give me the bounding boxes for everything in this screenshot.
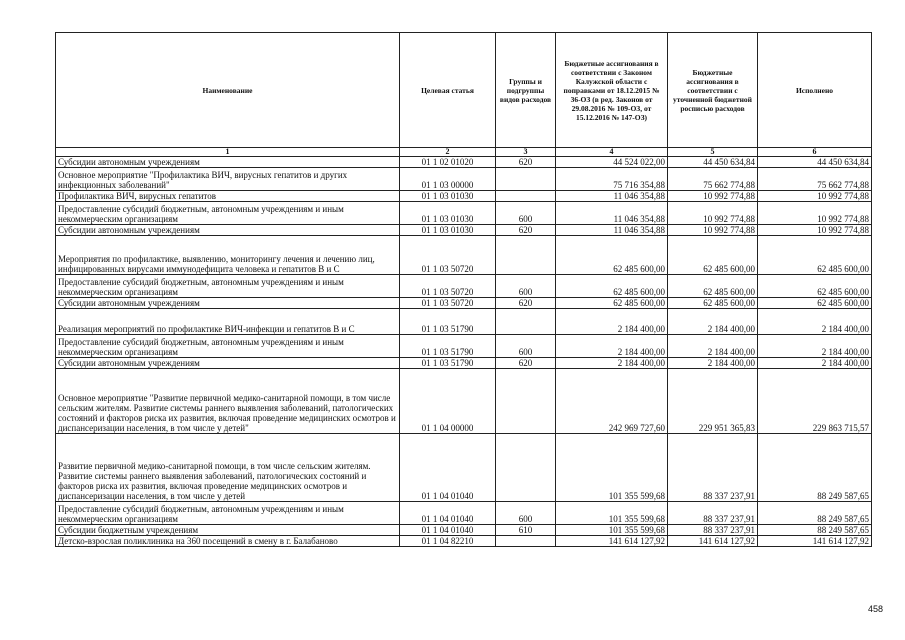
table-row: [56, 536, 872, 547]
column-number: 1: [56, 148, 400, 157]
table-row: [56, 202, 872, 225]
row-name: Субсидии бюджетным учреждениям: [56, 525, 400, 536]
row-group: 600: [496, 335, 556, 358]
row-executed-amount: 88 249 587,65: [758, 502, 872, 525]
row-executed-amount: 62 485 600,00: [758, 236, 872, 275]
row-target-code: 01 1 03 00000: [400, 168, 496, 191]
row-refined-amount: 141 614 127,92: [668, 536, 758, 547]
row-executed-amount: 2 184 400,00: [758, 309, 872, 335]
row-law-amount: 11 046 354,88: [556, 225, 668, 236]
row-target-code: 01 1 04 01040: [400, 502, 496, 525]
row-group: [496, 434, 556, 502]
row-group: 610: [496, 525, 556, 536]
row-executed-amount: 10 992 774,88: [758, 225, 872, 236]
row-name: Субсидии автономным учреждениям: [56, 157, 400, 168]
row-target-code: 01 1 03 50720: [400, 298, 496, 309]
header-row: [56, 33, 872, 148]
table-row: [56, 157, 872, 168]
row-law-amount: 2 184 400,00: [556, 358, 668, 369]
row-group: [496, 369, 556, 434]
row-executed-amount: 88 249 587,65: [758, 525, 872, 536]
table-row: [56, 335, 872, 358]
row-refined-amount: 62 485 600,00: [668, 298, 758, 309]
row-name: Предоставление субсидий бюджетным, автономным учреждениям и иным некоммерческим организациям: [56, 502, 400, 525]
column-numbers-row: [56, 148, 872, 157]
header-refined-assignments: Бюджетные ассигнования в соответствии с уточненной бюджетной росписью расходов: [668, 33, 758, 148]
row-name: Детско-взрослая поликлиника на 360 посещений в смену в г. Балабаново: [56, 536, 400, 547]
row-name: Реализация мероприятий по профилактике ВИЧ-инфекции и гепатитов В и С: [56, 309, 400, 335]
row-name: Предоставление субсидий бюджетным, автономным учреждениям и иным некоммерческим организациям: [56, 275, 400, 298]
row-target-code: 01 1 04 01040: [400, 434, 496, 502]
row-law-amount: 11 046 354,88: [556, 202, 668, 225]
row-executed-amount: 62 485 600,00: [758, 275, 872, 298]
header-law-assignments: Бюджетные ассигнования в соответствии с Законом Калужской области с поправками от 18.12.2015 № 36-ОЗ (в ред. Законов от 29.08.2016 № 109-ОЗ, от 15.12.2016 № 147-ОЗ): [556, 33, 668, 148]
row-group: 620: [496, 157, 556, 168]
row-name: Основное мероприятие "Профилактика ВИЧ, вирусных гепатитов и других инфекционных заболеваний": [56, 168, 400, 191]
row-name: Предоставление субсидий бюджетным, автономным учреждениям и иным некоммерческим организациям: [56, 202, 400, 225]
row-law-amount: 101 355 599,68: [556, 502, 668, 525]
row-executed-amount: 62 485 600,00: [758, 298, 872, 309]
row-group: 620: [496, 225, 556, 236]
table-row: [56, 225, 872, 236]
table-row: [56, 502, 872, 525]
row-target-code: 01 1 03 50720: [400, 275, 496, 298]
budget-table: [55, 32, 872, 547]
row-refined-amount: 10 992 774,88: [668, 191, 758, 202]
row-executed-amount: 141 614 127,92: [758, 536, 872, 547]
row-refined-amount: 2 184 400,00: [668, 358, 758, 369]
table-row: [56, 309, 872, 335]
table-row: [56, 275, 872, 298]
table-row: [56, 191, 872, 202]
row-refined-amount: 44 450 634,84: [668, 157, 758, 168]
row-group: [496, 536, 556, 547]
row-executed-amount: 10 992 774,88: [758, 202, 872, 225]
row-group: 620: [496, 358, 556, 369]
row-refined-amount: 10 992 774,88: [668, 202, 758, 225]
row-executed-amount: 44 450 634,84: [758, 157, 872, 168]
row-refined-amount: 2 184 400,00: [668, 309, 758, 335]
column-number: 5: [668, 148, 758, 157]
row-law-amount: 62 485 600,00: [556, 275, 668, 298]
row-target-code: 01 1 03 01030: [400, 202, 496, 225]
row-executed-amount: 229 863 715,57: [758, 369, 872, 434]
row-executed-amount: 10 992 774,88: [758, 191, 872, 202]
table-row: [56, 298, 872, 309]
header-executed: Исполнено: [758, 33, 872, 148]
row-law-amount: 101 355 599,68: [556, 434, 668, 502]
row-executed-amount: 75 662 774,88: [758, 168, 872, 191]
row-name: Основное мероприятие "Развитие первичной медико-санитарной помощи, в том числе сельским жителям. Развитие системы раннего выявления заболеваний, патологических состояний и факторов риска их развития, включая проведение медицинских осмотров и диспансеризации населения, в том числе у детей": [56, 369, 400, 434]
table-row: [56, 168, 872, 191]
row-target-code: 01 1 02 01020: [400, 157, 496, 168]
row-name: Субсидии автономным учреждениям: [56, 225, 400, 236]
table-row: [56, 434, 872, 502]
row-executed-amount: 2 184 400,00: [758, 358, 872, 369]
row-law-amount: 11 046 354,88: [556, 191, 668, 202]
table-row: [56, 369, 872, 434]
row-group: [496, 191, 556, 202]
row-target-code: 01 1 04 00000: [400, 369, 496, 434]
row-refined-amount: 62 485 600,00: [668, 275, 758, 298]
header-name: Наименование: [56, 33, 400, 148]
row-law-amount: 44 524 022,00: [556, 157, 668, 168]
row-name: Субсидии автономным учреждениям: [56, 358, 400, 369]
row-refined-amount: 88 337 237,91: [668, 434, 758, 502]
row-law-amount: 2 184 400,00: [556, 335, 668, 358]
row-refined-amount: 75 662 774,88: [668, 168, 758, 191]
row-group: 600: [496, 275, 556, 298]
row-target-code: 01 1 03 51790: [400, 358, 496, 369]
row-executed-amount: 2 184 400,00: [758, 335, 872, 358]
row-target-code: 01 1 03 01030: [400, 225, 496, 236]
column-number: 3: [496, 148, 556, 157]
row-refined-amount: 10 992 774,88: [668, 225, 758, 236]
row-law-amount: 101 355 599,68: [556, 525, 668, 536]
row-refined-amount: 88 337 237,91: [668, 502, 758, 525]
row-law-amount: 62 485 600,00: [556, 236, 668, 275]
row-target-code: 01 1 03 51790: [400, 335, 496, 358]
row-name: Предоставление субсидий бюджетным, автономным учреждениям и иным некоммерческим организациям: [56, 335, 400, 358]
row-group: 600: [496, 502, 556, 525]
column-number: 2: [400, 148, 496, 157]
row-target-code: 01 1 03 50720: [400, 236, 496, 275]
header-target: Целевая статья: [400, 33, 496, 148]
row-law-amount: 2 184 400,00: [556, 309, 668, 335]
row-law-amount: 141 614 127,92: [556, 536, 668, 547]
row-target-code: 01 1 03 01030: [400, 191, 496, 202]
row-group: [496, 168, 556, 191]
column-number: 4: [556, 148, 668, 157]
row-target-code: 01 1 03 51790: [400, 309, 496, 335]
row-law-amount: 242 969 727,60: [556, 369, 668, 434]
row-refined-amount: 229 951 365,83: [668, 369, 758, 434]
row-refined-amount: 88 337 237,91: [668, 525, 758, 536]
row-refined-amount: 2 184 400,00: [668, 335, 758, 358]
column-number: 6: [758, 148, 872, 157]
row-law-amount: 75 716 354,88: [556, 168, 668, 191]
header-groups: Группы и подгруппы видов расходов: [496, 33, 556, 148]
row-group: [496, 236, 556, 275]
row-refined-amount: 62 485 600,00: [668, 236, 758, 275]
row-group: [496, 309, 556, 335]
row-name: Субсидии автономным учреждениям: [56, 298, 400, 309]
row-group: 620: [496, 298, 556, 309]
row-name: Мероприятия по профилактике, выявлению, мониторингу лечения и лечению лиц, инфицированных вирусами иммунодефицита человека и гепатитов В и С: [56, 236, 400, 275]
row-name: Профилактика ВИЧ, вирусных гепатитов: [56, 191, 400, 202]
row-name: Развитие первичной медико-санитарной помощи, в том числе сельским жителям. Развитие системы раннего выявления заболеваний, патологических состояний и факторов риска их развития, включая проведение медицинских осмотров и диспансеризации населения, в том числе у детей: [56, 434, 400, 502]
row-law-amount: 62 485 600,00: [556, 298, 668, 309]
page-number: 458: [867, 604, 883, 614]
table-row: [56, 525, 872, 536]
row-target-code: 01 1 04 82210: [400, 536, 496, 547]
table-row: [56, 236, 872, 275]
row-target-code: 01 1 04 01040: [400, 525, 496, 536]
row-group: 600: [496, 202, 556, 225]
row-executed-amount: 88 249 587,65: [758, 434, 872, 502]
table-row: [56, 358, 872, 369]
